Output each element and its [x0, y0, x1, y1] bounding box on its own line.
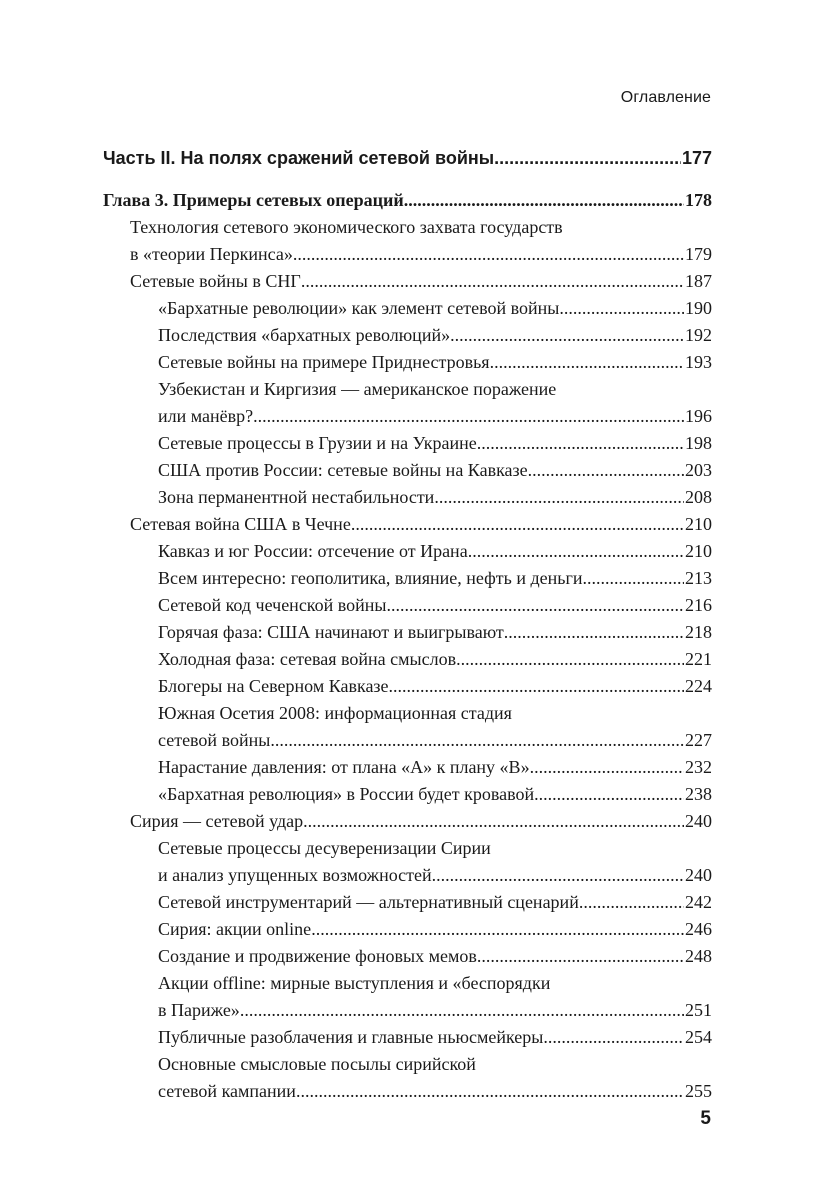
- toc-subsection-entry[interactable]: [103, 349, 712, 376]
- dot-leader: [490, 349, 684, 376]
- entry-title: Публичные разоблачения и главные ньюсмейкеры: [158, 1027, 544, 1047]
- dot-leader: [450, 322, 684, 349]
- entry-page: 238: [685, 784, 712, 804]
- entry-title: Горячая фаза: США начинают и выигрывают: [158, 622, 504, 642]
- running-header: Оглавление: [620, 89, 711, 106]
- entry-title: Всем интересно: геополитика, влияние, нефть и деньги: [158, 568, 583, 588]
- toc-chapter-entry[interactable]: [103, 187, 712, 214]
- entry-page: 192: [685, 325, 712, 345]
- entry-page: 179: [685, 244, 712, 264]
- entry-title: Последствия «бархатных революций»: [158, 325, 451, 345]
- entry-title: в Париже»: [158, 1000, 240, 1020]
- entry-title-line1: Акции offline: мирные выступления и «беспорядки: [158, 973, 551, 993]
- entry-title-line1: Основные смысловые посылы сирийской: [158, 1054, 476, 1074]
- dot-leader: [528, 457, 684, 484]
- toc-subsection-entry[interactable]: [103, 754, 712, 781]
- entry-page: 232: [685, 757, 712, 777]
- entry-page: 240: [685, 865, 712, 885]
- entry-title: «Бархатная революция» в России будет кровавой: [158, 784, 535, 804]
- dot-leader: [530, 754, 684, 781]
- dot-leader: [559, 295, 684, 322]
- dot-leader: [270, 727, 684, 754]
- toc-subsection-entry[interactable]: [103, 943, 712, 970]
- dot-leader: [456, 646, 684, 673]
- chapter-page: 178: [685, 190, 712, 210]
- entry-page: 187: [685, 271, 712, 291]
- toc-subsection-entry[interactable]: [103, 457, 712, 484]
- entry-page: 251: [685, 1000, 712, 1020]
- dot-leader: [579, 889, 684, 916]
- dot-leader: [387, 592, 684, 619]
- dot-leader: [534, 781, 684, 808]
- entry-title: США против России: сетевые войны на Кавказе: [158, 460, 528, 480]
- toc-part-entry[interactable]: [103, 146, 712, 170]
- toc-subsection-entry[interactable]: [103, 781, 712, 808]
- entry-page: 193: [685, 352, 712, 372]
- toc-subsection-entry[interactable]: [103, 538, 712, 565]
- entry-title: Зона перманентной нестабильности: [158, 487, 435, 507]
- entry-title: и анализ упущенных возможностей: [158, 865, 432, 885]
- entry-page: 216: [685, 595, 712, 615]
- entry-title: сетевой войны: [158, 730, 271, 750]
- toc-subsection-entry[interactable]: [103, 592, 712, 619]
- toc-subsection-entry[interactable]: [103, 889, 712, 916]
- entry-page: 227: [685, 730, 712, 750]
- toc-subsection-entry[interactable]: [103, 1051, 712, 1105]
- toc-section-entry[interactable]: [103, 214, 712, 268]
- dot-leader: [311, 916, 684, 943]
- dot-leader: [301, 268, 684, 295]
- entry-page: 213: [685, 568, 712, 588]
- entry-title-line1: Технология сетевого экономического захвата государств: [130, 217, 563, 237]
- toc-subsection-entry[interactable]: [103, 673, 712, 700]
- chapter-title: Глава 3. Примеры сетевых операций: [103, 190, 404, 210]
- toc-subsection-entry[interactable]: [103, 430, 712, 457]
- part-title: Часть II. На полях сражений сетевой войны: [103, 148, 495, 168]
- dot-leader: [389, 673, 684, 700]
- toc-subsection-entry[interactable]: [103, 619, 712, 646]
- dot-leader: [583, 565, 684, 592]
- entry-title: Сетевые процессы в Грузии и на Украине: [158, 433, 477, 453]
- dot-leader: [543, 1024, 684, 1051]
- entry-title: Сирия: акции online: [158, 919, 312, 939]
- entry-page: 242: [685, 892, 712, 912]
- entry-title: Нарастание давления: от плана «А» к плану «В»: [158, 757, 530, 777]
- dot-leader: [504, 619, 684, 646]
- entry-title: Сетевые войны на примере Приднестровья: [158, 352, 490, 372]
- part-page: 177: [681, 148, 712, 168]
- entry-page: 254: [685, 1027, 712, 1047]
- dot-leader: [477, 943, 684, 970]
- entry-page: 218: [685, 622, 712, 642]
- toc-subsection-entry[interactable]: [103, 916, 712, 943]
- entry-page: 210: [685, 541, 712, 561]
- toc-subsection-entry[interactable]: [103, 835, 712, 889]
- entry-page: 190: [685, 298, 712, 318]
- entry-title: Сетевой код чеченской войны: [158, 595, 387, 615]
- dot-leader: [494, 146, 681, 170]
- entry-title: в «теории Перкинса»: [130, 244, 293, 264]
- entry-page: 246: [685, 919, 712, 939]
- dot-leader: [404, 187, 684, 214]
- dot-leader: [468, 538, 684, 565]
- entry-title: Сирия — сетевой удар: [130, 811, 304, 831]
- entry-title: Сетевой инструментарий — альтернативный сценарий: [158, 892, 579, 912]
- entry-title: «Бархатные революции» как элемент сетевой войны: [158, 298, 560, 318]
- table-of-contents: [103, 144, 712, 1105]
- dot-leader: [477, 430, 684, 457]
- toc-subsection-entry[interactable]: [103, 295, 712, 322]
- toc-subsection-entry[interactable]: [103, 322, 712, 349]
- page-number: 5: [700, 1108, 711, 1129]
- toc-section-entry[interactable]: [103, 511, 712, 538]
- dot-leader: [240, 997, 684, 1024]
- toc-subsection-entry[interactable]: [103, 376, 712, 430]
- entry-title: Сетевые войны в СНГ: [130, 271, 301, 291]
- toc-subsection-entry[interactable]: [103, 700, 712, 754]
- entry-title-line1: Южная Осетия 2008: информационная стадия: [158, 703, 512, 723]
- entry-title: Создание и продвижение фоновых мемов: [158, 946, 477, 966]
- entry-page: 208: [685, 487, 712, 507]
- entry-title: сетевой кампании: [158, 1081, 296, 1101]
- entry-page: 255: [685, 1081, 712, 1101]
- dot-leader: [303, 808, 684, 835]
- toc-subsection-entry[interactable]: [103, 970, 712, 1024]
- dot-leader: [434, 484, 684, 511]
- toc-subsection-entry[interactable]: [103, 484, 712, 511]
- dot-leader: [253, 403, 684, 430]
- entry-title: Сетевая война США в Чечне: [130, 514, 351, 534]
- dot-leader: [296, 1078, 684, 1105]
- entry-title: Кавказ и юг России: отсечение от Ирана: [158, 541, 468, 561]
- entry-page: 203: [685, 460, 712, 480]
- toc-subsection-entry[interactable]: [103, 646, 712, 673]
- entry-title: или манёвр?: [158, 406, 254, 426]
- entry-page: 248: [685, 946, 712, 966]
- entry-page: 240: [685, 811, 712, 831]
- toc-section-entry[interactable]: [103, 268, 712, 295]
- dot-leader: [351, 511, 684, 538]
- entry-title: Холодная фаза: сетевая война смыслов: [158, 649, 457, 669]
- entry-page: 198: [685, 433, 712, 453]
- dot-leader: [432, 862, 684, 889]
- toc-section-entry[interactable]: [103, 808, 712, 835]
- entry-page: 224: [685, 676, 712, 696]
- toc-subsection-entry[interactable]: [103, 1024, 712, 1051]
- entry-page: 221: [685, 649, 712, 669]
- entry-page: 196: [685, 406, 712, 426]
- toc-subsection-entry[interactable]: [103, 565, 712, 592]
- entry-title-line1: Сетевые процессы десуверенизации Сирии: [158, 838, 491, 858]
- entry-title: Блогеры на Северном Кавказе: [158, 676, 389, 696]
- entry-title-line1: Узбекистан и Киргизия — американское поражение: [158, 379, 557, 399]
- entry-page: 210: [685, 514, 712, 534]
- dot-leader: [293, 241, 684, 268]
